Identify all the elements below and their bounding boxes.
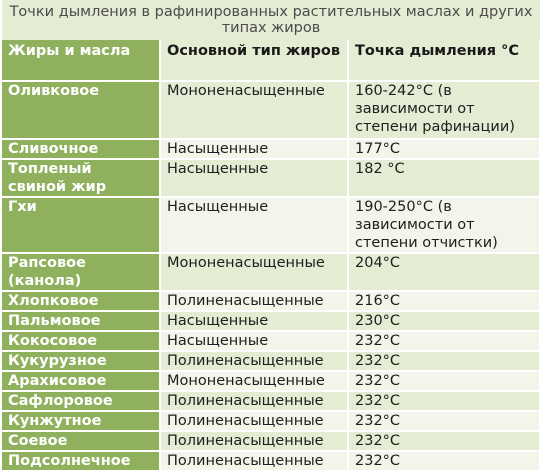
- smoke-point-cell: 160-242°C (в зависимости от степени рафинации): [348, 81, 540, 139]
- table-row: [2, 311, 540, 331]
- fat-name-cell: Кунжутное: [2, 411, 160, 431]
- fat-type-cell: Мононенасыщенные: [160, 371, 348, 391]
- fat-name-cell: Кукурузное: [2, 351, 160, 371]
- fat-name-cell: Гхи: [2, 197, 160, 253]
- fat-type-cell: Полиненасыщенные: [160, 391, 348, 411]
- fat-name-cell: Подсолнечное: [2, 451, 160, 471]
- fat-name-cell: Арахисовое: [2, 371, 160, 391]
- header-fat-type: Основной тип жиров: [160, 40, 348, 81]
- table-row: [2, 391, 540, 411]
- smoke-point-cell: 190-250°C (в зависимости от степени отчистки): [348, 197, 540, 253]
- fat-name-cell: Рапсовое (канола): [2, 253, 160, 291]
- table-row: [2, 81, 540, 139]
- fat-type-cell: Полиненасыщенные: [160, 451, 348, 471]
- smoke-point-cell: 232°C: [348, 411, 540, 431]
- smoke-point-cell: 232°C: [348, 451, 540, 471]
- table-row: [2, 411, 540, 431]
- smoke-point-cell: 204°C: [348, 253, 540, 291]
- fat-type-cell: Насыщенные: [160, 331, 348, 351]
- table-row: [2, 371, 540, 391]
- fat-name-cell: Сафлоровое: [2, 391, 160, 411]
- smoke-point-cell: 216°C: [348, 291, 540, 311]
- fat-type-cell: Полиненасыщенные: [160, 351, 348, 371]
- smoke-point-cell: 232°C: [348, 371, 540, 391]
- fat-type-cell: Насыщенные: [160, 139, 348, 159]
- table-row: [2, 159, 540, 197]
- smoke-point-cell: 232°C: [348, 331, 540, 351]
- table-row: [2, 197, 540, 253]
- fat-name-cell: Соевое: [2, 431, 160, 451]
- table-row: [2, 431, 540, 451]
- table-row: [2, 253, 540, 291]
- fat-name-cell: Хлопковое: [2, 291, 160, 311]
- smoke-point-table: [2, 40, 541, 472]
- fat-type-cell: Полиненасыщенные: [160, 291, 348, 311]
- fat-name-cell: Сливочное: [2, 139, 160, 159]
- fat-type-cell: Полиненасыщенные: [160, 431, 348, 451]
- header-fats: Жиры и масла: [2, 40, 160, 81]
- smoke-point-cell: 232°C: [348, 431, 540, 451]
- fat-name-cell: Топленый свиной жир: [2, 159, 160, 197]
- smoke-point-cell: 177°C: [348, 139, 540, 159]
- fat-name-cell: Кокосовое: [2, 331, 160, 351]
- fat-type-cell: Мононенасыщенные: [160, 81, 348, 139]
- fat-type-cell: Полиненасыщенные: [160, 411, 348, 431]
- table-row: [2, 139, 540, 159]
- smoke-point-cell: 230°C: [348, 311, 540, 331]
- fat-name-cell: Оливковое: [2, 81, 160, 139]
- table-row: [2, 291, 540, 311]
- fat-type-cell: Насыщенные: [160, 197, 348, 253]
- fat-name-cell: Пальмовое: [2, 311, 160, 331]
- fat-type-cell: Насыщенные: [160, 311, 348, 331]
- header-smoke-point: Точка дымления °C: [348, 40, 540, 81]
- table-row: [2, 451, 540, 471]
- table-row: [2, 331, 540, 351]
- fat-type-cell: Мононенасыщенные: [160, 253, 348, 291]
- smoke-point-cell: 232°C: [348, 391, 540, 411]
- fat-type-cell: Насыщенные: [160, 159, 348, 197]
- smoke-point-cell: 182 °C: [348, 159, 540, 197]
- table-row: [2, 351, 540, 371]
- smoke-point-cell: 232°C: [348, 351, 540, 371]
- header-row: [2, 40, 540, 81]
- table-title: Точки дымления в рафинированных растительных маслах и других типах жиров: [2, 0, 540, 40]
